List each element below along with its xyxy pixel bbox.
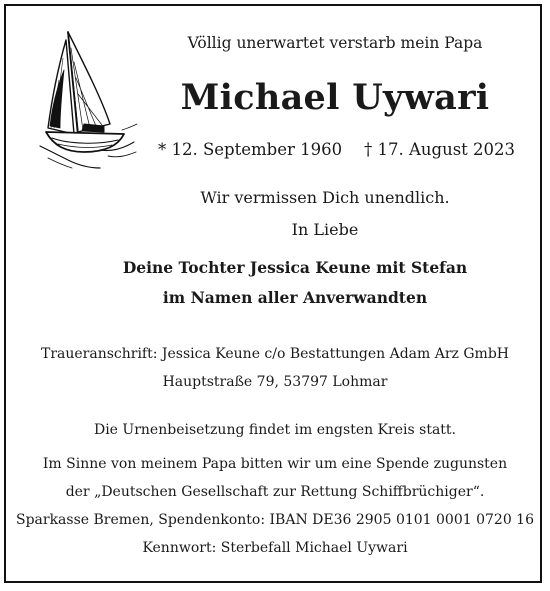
donation-line-2: der „Deutschen Gesellschaft zur Rettung Schiffbrüchiger“. [65,484,485,500]
condolence-message: Wir vermissen Dich unendlich. [200,188,450,207]
intro-text: Völlig unerwartet verstarb mein Papa [187,34,483,52]
urn-burial-note: Die Urnenbeisetzung findet im engsten Kreis statt. [93,422,456,438]
donation-line-1: Im Sinne von meinem Papa bitten wir um eine Spende zugunsten [42,456,508,472]
deceased-name: Michael Uywari [180,77,490,118]
donation-keyword: Kennwort: Sterbefall Michael Uywari [142,540,408,556]
closing-phrase: In Liebe [291,220,359,239]
birth-date: * 12. September 1960 [158,140,343,159]
mourning-address-line-1: Traueranschrift: Jessica Keune c/o Bestattungen Adam Arz GmbH [40,346,509,362]
family-signature-line-1: Deine Tochter Jessica Keune mit Stefan [122,258,468,277]
family-signature-line-2: im Namen aller Anverwandten [162,288,428,307]
mourning-address-line-2: Hauptstraße 79, 53797 Lohmar [162,374,388,390]
donation-account: Sparkasse Bremen, Spendenkonto: IBAN DE36 2905 0101 0001 0720 16 [15,512,534,528]
death-date: † 17. August 2023 [364,140,516,159]
